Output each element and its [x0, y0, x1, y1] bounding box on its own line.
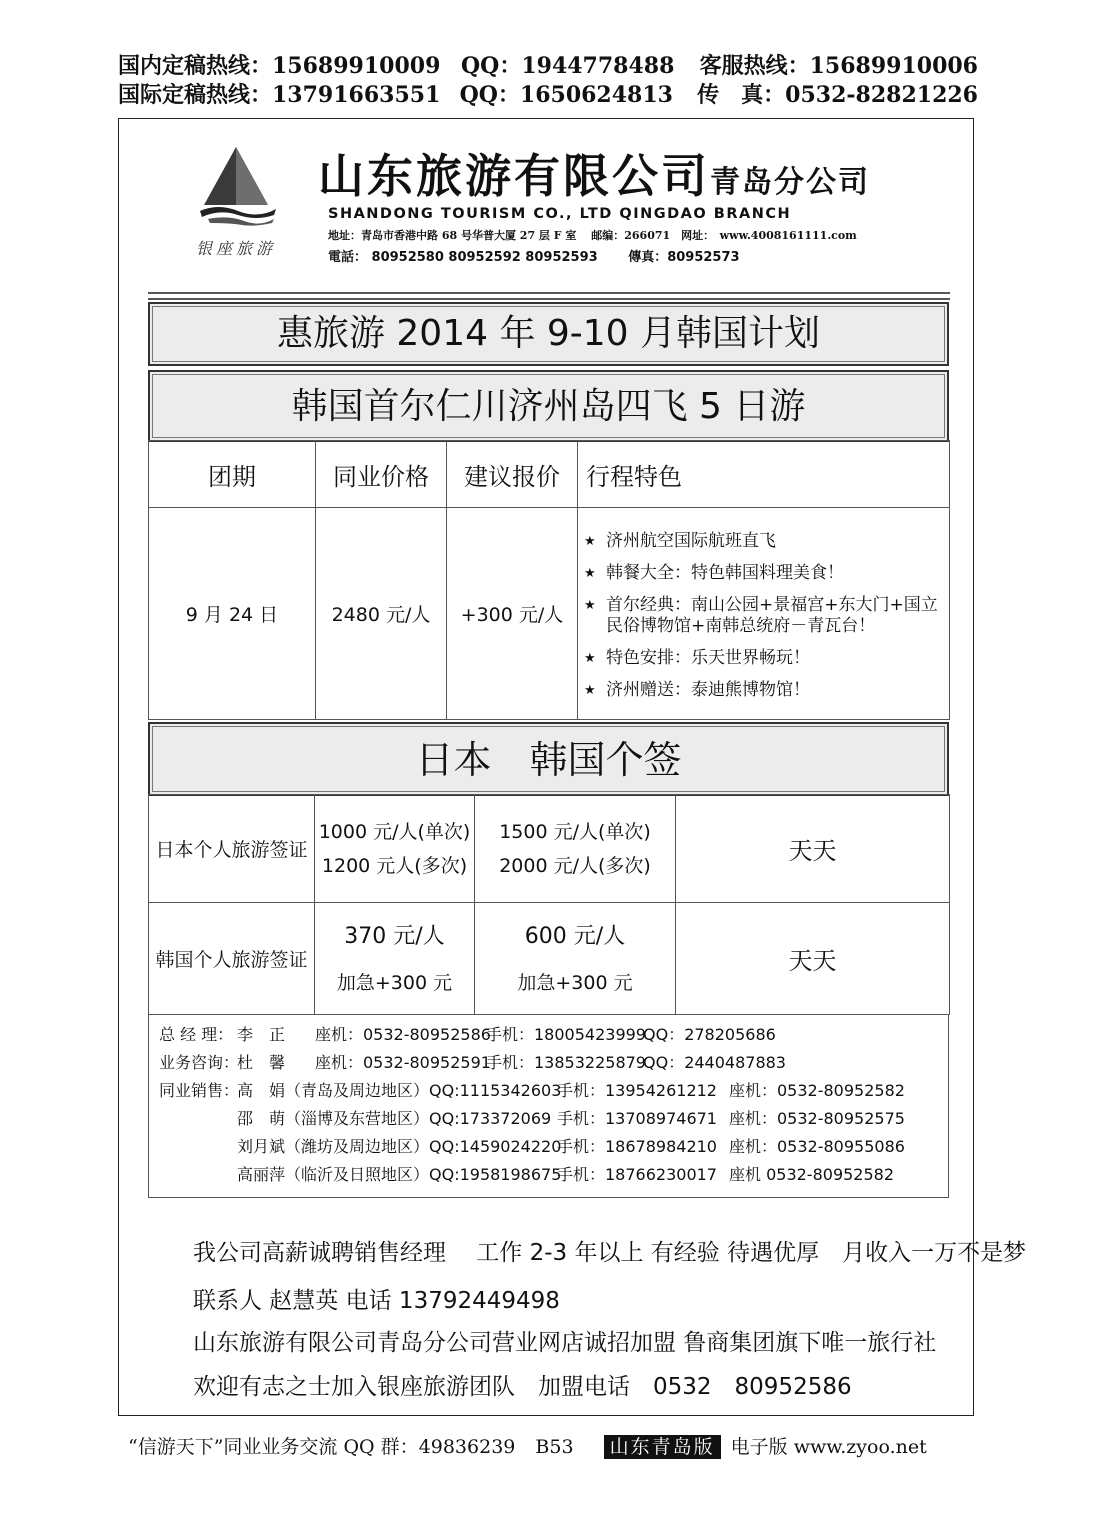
contact-name: 刘月斌（潍坊及周边地区）QQ:1459024220	[237, 1137, 562, 1156]
international-hotline: 国际定稿热线：13791663551	[118, 82, 441, 108]
contact-name: 高 娟（青岛及周边地区）QQ:1115342603	[237, 1081, 562, 1100]
tour-suggested: +300 元/人	[447, 508, 578, 720]
contact-mobile: 手机：18678984210	[557, 1137, 717, 1156]
contact-landline: 座机：0532-80952575	[729, 1109, 905, 1128]
logo-text: 银座旅游	[196, 239, 277, 258]
hotline-row-international	[118, 81, 978, 110]
join-line: 欢迎有志之士加入银座旅游团队 加盟电话 0532 80952586	[193, 1374, 852, 1400]
price-express: 加急+300 元	[517, 971, 633, 994]
recruit-line: 我公司高薪诚聘销售经理 工作 2-3 年以上 有经验 待遇优厚 月收入一万不是梦	[193, 1240, 1027, 1266]
tour-title-box	[148, 370, 949, 442]
tour-price: 2480 元/人	[316, 508, 447, 720]
footer-site: 电子版 www.zyoo.net	[730, 1436, 927, 1458]
tour-features-cell	[578, 508, 950, 720]
contact-landline: 座机：0532-80952582	[729, 1081, 905, 1100]
visa-frequency: 天天	[676, 795, 950, 903]
contact-role: 业务咨询：	[159, 1053, 240, 1072]
contact-mobile: 手机：13954261212	[557, 1081, 717, 1100]
col-header-trade-price: 同业价格	[316, 441, 447, 508]
footer-qq-group: “信游天下”同业业务交流 QQ 群：49836239	[128, 1436, 516, 1458]
col-header-date: 团期	[149, 441, 316, 508]
visa-name: 日本个人旅游签证	[149, 795, 315, 903]
company-name-cn: 山东旅游有限公司	[318, 149, 710, 203]
feature-item: ★ 特色安排：乐天世界畅玩！	[584, 648, 949, 669]
price-single: 1000 元/人(单次)	[318, 820, 471, 843]
tour-header-row	[149, 441, 950, 508]
contact-mobile: 手机：18005423999	[486, 1025, 646, 1044]
feature-item: ★ 首尔经典：南山公园+景福宫+东大门+国立民俗博物馆+南韩总统府－青瓦台！	[584, 595, 949, 637]
visa-suggested-price	[475, 795, 676, 903]
contact-landline: 座机：0532-80955086	[729, 1137, 905, 1156]
visa-title-box	[148, 722, 949, 796]
price-multiple: 2000 元/人(多次)	[499, 854, 651, 877]
visa-row-korea	[149, 903, 950, 1015]
contact-list	[148, 1014, 949, 1198]
contact-mobile: 手机：13853225879	[486, 1053, 646, 1072]
page-footer	[128, 1432, 978, 1459]
contact-landline: 座机 0532-80952582	[729, 1165, 895, 1184]
plan-title-box	[148, 302, 949, 366]
company-name	[318, 140, 870, 206]
price-normal: 370 元/人	[344, 923, 445, 949]
col-header-features: 行程特色	[578, 441, 950, 508]
tour-table	[148, 440, 950, 720]
feature-list	[578, 531, 949, 701]
hotline-row-domestic	[118, 52, 978, 81]
visa-suggested-price	[475, 903, 676, 1015]
recruit-contact: 联系人 赵慧英 电话 13792449498	[193, 1288, 560, 1314]
company-branch: 青岛分公司	[710, 165, 870, 200]
service-hotline: 客服热线：15689910006	[699, 53, 978, 79]
visa-table	[148, 794, 950, 1015]
contact-mobile: 手机：18766230017	[557, 1165, 717, 1184]
contact-name: 李 正	[237, 1025, 286, 1044]
company-address: 地址：青岛市香港中路 68 号华普大厦 27 层 F 室 邮编：266071 网址： www.4008161111.com	[328, 229, 857, 242]
contact-mobile: 手机：13708974671	[557, 1109, 717, 1128]
footer-edition: 山东青岛版	[604, 1435, 721, 1459]
contact-landline: 座机：0532-80952586	[315, 1025, 491, 1044]
visa-trade-price	[315, 795, 475, 903]
visa-title: 日本 韩国个签	[415, 738, 682, 782]
fax-number: 传 真：0532-82821226	[697, 82, 978, 108]
contact-landline: 座机：0532-80952591	[315, 1053, 491, 1072]
price-express: 加急+300 元	[336, 971, 453, 994]
contact-name: 高丽萍（临沂及日照地区）QQ:1958198675	[237, 1165, 562, 1184]
company-name-en: SHANDONG TOURISM CO., LTD QINGDAO BRANCH	[328, 206, 792, 222]
footer-page-number: B53	[535, 1436, 574, 1458]
col-header-suggested-price: 建议报价	[447, 441, 578, 508]
plan-title: 惠旅游 2014 年 9-10 月韩国计划	[276, 313, 821, 354]
tour-date: 9 月 24 日	[149, 508, 316, 720]
visa-frequency: 天天	[676, 903, 950, 1015]
visa-trade-price	[315, 903, 475, 1015]
feature-item: ★ 济州航空国际航班直飞	[584, 531, 949, 552]
contact-qq: QQ：2440487883	[643, 1053, 786, 1072]
contact-role: 总 经 理：	[159, 1025, 234, 1044]
feature-item: ★ 济州赠送：泰迪熊博物馆！	[584, 680, 949, 701]
visa-row-japan	[149, 795, 950, 903]
price-multiple: 1200 元人(多次)	[321, 854, 468, 877]
price-normal: 600 元/人	[524, 923, 626, 949]
franchise-line: 山东旅游有限公司青岛分公司营业网店诚招加盟 鲁商集团旗下唯一旅行社	[193, 1330, 937, 1356]
hotline-header	[118, 52, 978, 110]
sail-logo-icon	[198, 145, 278, 227]
tour-title: 韩国首尔仁川济州岛四飞 5 日游	[291, 386, 806, 427]
tour-row	[149, 508, 950, 720]
feature-item: ★ 韩餐大全：特色韩国料理美食！	[584, 563, 949, 584]
contact-name: 邵 萌（淄博及东营地区）QQ:173372069	[237, 1109, 552, 1128]
price-single: 1500 元/人(单次)	[499, 820, 651, 843]
visa-name: 韩国个人旅游签证	[149, 903, 315, 1015]
company-phones: 電話： 80952580 80952592 80952593 傳真：80952573	[328, 250, 740, 265]
contact-qq: QQ：278205686	[643, 1025, 776, 1044]
divider	[148, 292, 950, 300]
domestic-qq: QQ：1944778488	[461, 53, 675, 79]
international-qq: QQ：1650624813	[459, 82, 673, 108]
contact-role: 同业销售：	[159, 1081, 240, 1100]
domestic-hotline: 国内定稿热线：15689910009	[118, 53, 441, 79]
contact-name: 杜 馨	[237, 1053, 286, 1072]
